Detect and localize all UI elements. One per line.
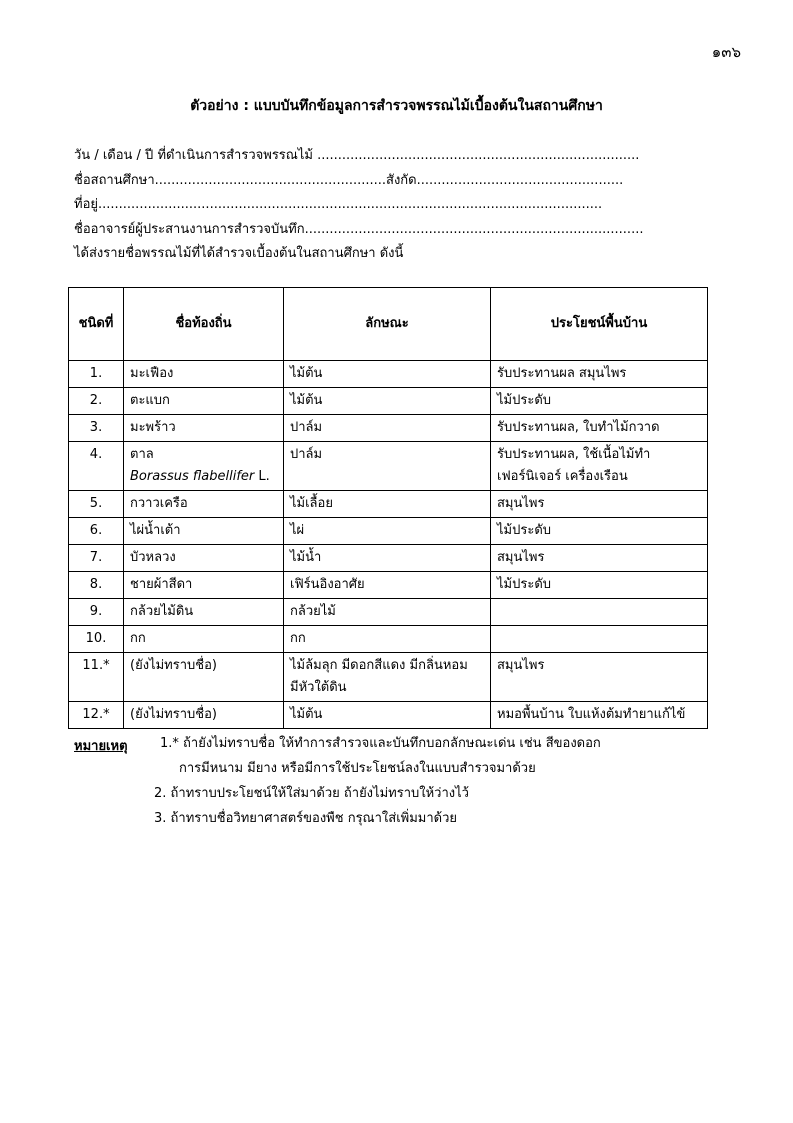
note-line: 2. ถ้าทราบประโยชน์ให้ใส่มาด้วย ถ้ายังไม่ทราบให้ว่างไว้ — [154, 786, 469, 801]
cell-species-no — [69, 545, 124, 572]
local-name-text: กล้วยไม้ดิน — [130, 604, 194, 619]
cell-local-use — [491, 626, 708, 653]
characteristic-text: ปาล์ม — [290, 447, 323, 462]
species-no-text: 10. — [85, 631, 107, 646]
cell-species-no — [69, 653, 124, 702]
cell-local-use — [491, 599, 708, 626]
local-use-text: เฟอร์นิเจอร์ เครื่องเรือน — [497, 469, 628, 484]
species-no-text: 3. — [89, 420, 103, 435]
cell-local-use — [491, 545, 708, 572]
cell-local-name — [124, 491, 284, 518]
cell-local-use — [491, 442, 708, 491]
cell-local-name — [124, 518, 284, 545]
cell-species-no — [69, 491, 124, 518]
table-row — [69, 415, 708, 442]
local-name-text: กก — [130, 631, 146, 646]
characteristic-text: ไม้ล้มลุก มีดอกสีแดง มีกลิ่นหอม — [290, 658, 468, 673]
characteristic-text: ไม้น้ำ — [290, 550, 322, 565]
cell-characteristic — [284, 653, 491, 702]
cell-species-no — [69, 415, 124, 442]
form-line-school: ชื่อสถานศึกษา........................................................สังกัด.................................................. — [74, 172, 624, 188]
local-use-text: ไม้ประดับ — [497, 523, 552, 538]
cell-local-use — [491, 572, 708, 599]
local-use-text: หมอพื้นบ้าน ใบแห้งต้มทำยาแก้ไข้ — [497, 707, 686, 722]
cell-local-name — [124, 442, 284, 491]
species-no-text: 5. — [89, 496, 103, 511]
cell-local-name — [124, 361, 284, 388]
local-name-text: มะเฟือง — [130, 366, 174, 381]
cell-characteristic — [284, 388, 491, 415]
cell-species-no — [69, 518, 124, 545]
cell-characteristic — [284, 702, 491, 729]
cell-species-no — [69, 361, 124, 388]
species-no-text: 7. — [89, 550, 103, 565]
cell-species-no — [69, 572, 124, 599]
local-name-text: ตะแบก — [130, 393, 170, 408]
header-local-name: ชื่อท้องถิ่น — [124, 288, 284, 361]
cell-characteristic — [284, 518, 491, 545]
header-characteristic: ลักษณะ — [284, 288, 491, 361]
species-no-text: 4. — [89, 447, 103, 462]
local-use-text: สมุนไพร — [497, 658, 545, 673]
form-fields — [74, 145, 644, 268]
local-use-text: รับประทานผล, ใบทำไม้กวาด — [497, 420, 660, 435]
cell-characteristic — [284, 415, 491, 442]
note-line: 1.* ถ้ายังไม่ทราบชื่อ ให้ทำการสำรวจและบันทึกบอกลักษณะเด่น เช่น สีของดอก — [160, 736, 601, 751]
cell-local-name — [124, 653, 284, 702]
cell-characteristic — [284, 599, 491, 626]
characteristic-text: กก — [290, 631, 306, 646]
table-row — [69, 599, 708, 626]
local-name-text: ตาล — [130, 447, 154, 462]
cell-characteristic — [284, 545, 491, 572]
scientific-name: Borassus flabellifer — [130, 469, 255, 484]
species-no-text: 8. — [89, 577, 103, 592]
table-row — [69, 491, 708, 518]
table-row — [69, 442, 708, 491]
document-title: ตัวอย่าง : แบบบันทึกข้อมูลการสำรวจพรรณไม้เบื้องต้นในสถานศึกษา — [190, 98, 603, 114]
cell-characteristic — [284, 572, 491, 599]
form-line-coordinator: ชื่ออาจารย์ผู้ประสานงานการสำรวจบันทึก.................................................................................. — [74, 221, 644, 237]
cell-local-use — [491, 702, 708, 729]
local-use-text: สมุนไพร — [497, 550, 545, 565]
cell-characteristic — [284, 361, 491, 388]
header-local-use: ประโยชน์พื้นบ้าน — [491, 288, 708, 361]
species-no-text: 11.* — [82, 658, 110, 673]
local-name-text: ไผ่น้ำเต้า — [130, 523, 181, 538]
characteristic-text: เฟิร์นอิงอาศัย — [290, 577, 365, 592]
characteristic-text: กล้วยไม้ — [290, 604, 336, 619]
table-row — [69, 545, 708, 572]
cell-species-no — [69, 702, 124, 729]
local-name-text: บัวหลวง — [130, 550, 176, 565]
characteristic-text: ไม้ต้น — [290, 366, 323, 381]
table-row — [69, 626, 708, 653]
characteristic-text: ไม้ต้น — [290, 707, 323, 722]
table-row — [69, 702, 708, 729]
species-no-text: 9. — [89, 604, 103, 619]
local-use-text: ไม้ประดับ — [497, 393, 552, 408]
header-species-no: ชนิดที่ — [69, 288, 124, 361]
species-no-text: 2. — [89, 393, 103, 408]
cell-characteristic — [284, 491, 491, 518]
characteristic-text: ปาล์ม — [290, 420, 323, 435]
cell-characteristic — [284, 626, 491, 653]
page-number: ๑๓๖ — [711, 43, 741, 61]
cell-local-use — [491, 361, 708, 388]
cell-local-name — [124, 599, 284, 626]
cell-species-no — [69, 599, 124, 626]
local-use-text: ไม้ประดับ — [497, 577, 552, 592]
local-use-text: รับประทานผล, ใช้เนื้อไม้ทำ — [497, 447, 651, 462]
characteristic-text: ไผ่ — [290, 523, 305, 538]
cell-local-name — [124, 626, 284, 653]
cell-local-name — [124, 545, 284, 572]
plant-survey-table — [68, 287, 708, 729]
scientific-author: L. — [254, 469, 270, 484]
form-line-address: ที่อยู่.......................................................................................................................... — [74, 197, 603, 212]
table-header-row — [69, 288, 708, 361]
cell-local-use — [491, 388, 708, 415]
local-name-text: ชายผ้าสีดา — [130, 577, 193, 592]
table-row — [69, 653, 708, 702]
cell-local-name — [124, 388, 284, 415]
local-name-text: กวาวเครือ — [130, 496, 188, 511]
cell-local-name — [124, 415, 284, 442]
species-no-text: 12.* — [82, 707, 110, 722]
local-use-text: รับประทานผล สมุนไพร — [497, 366, 627, 381]
notes-label: หมายเหตุ — [74, 739, 128, 754]
cell-local-name — [124, 702, 284, 729]
cell-local-use — [491, 653, 708, 702]
species-no-text: 6. — [89, 523, 103, 538]
note-line: 3. ถ้าทราบชื่อวิทยาศาสตร์ของพืช กรุณาใส่เพิ่มมาด้วย — [154, 811, 458, 826]
note-line: การมีหนาม มียาง หรือมีการใช้ประโยชน์ลงในแบบสำรวจมาด้วย — [179, 761, 536, 776]
cell-local-use — [491, 491, 708, 518]
characteristic-text: ไม้ต้น — [290, 393, 323, 408]
cell-species-no — [69, 388, 124, 415]
characteristic-text: มีหัวใต้ดิน — [290, 680, 347, 695]
cell-local-use — [491, 518, 708, 545]
cell-local-name — [124, 572, 284, 599]
table-row — [69, 518, 708, 545]
table-row — [69, 361, 708, 388]
local-name-text: (ยังไม่ทราบชื่อ) — [130, 658, 217, 673]
table-row — [69, 572, 708, 599]
cell-species-no — [69, 626, 124, 653]
characteristic-text: ไม้เลื้อย — [290, 496, 333, 511]
cell-characteristic — [284, 442, 491, 491]
form-line-date: วัน / เดือน / ปี ที่ดำเนินการสำรวจพรรณไม้ .............................................................................. — [74, 148, 640, 163]
form-line-intro: ได้ส่งรายชื่อพรรณไม้ที่ได้สำรวจเบื้องต้นในสถานศึกษา ดังนี้ — [74, 246, 404, 261]
species-no-text: 1. — [89, 366, 103, 381]
cell-local-use — [491, 415, 708, 442]
local-name-text: (ยังไม่ทราบชื่อ) — [130, 707, 217, 722]
local-name-text: มะพร้าว — [130, 420, 176, 435]
table-row — [69, 388, 708, 415]
cell-species-no — [69, 442, 124, 491]
local-use-text: สมุนไพร — [497, 496, 545, 511]
